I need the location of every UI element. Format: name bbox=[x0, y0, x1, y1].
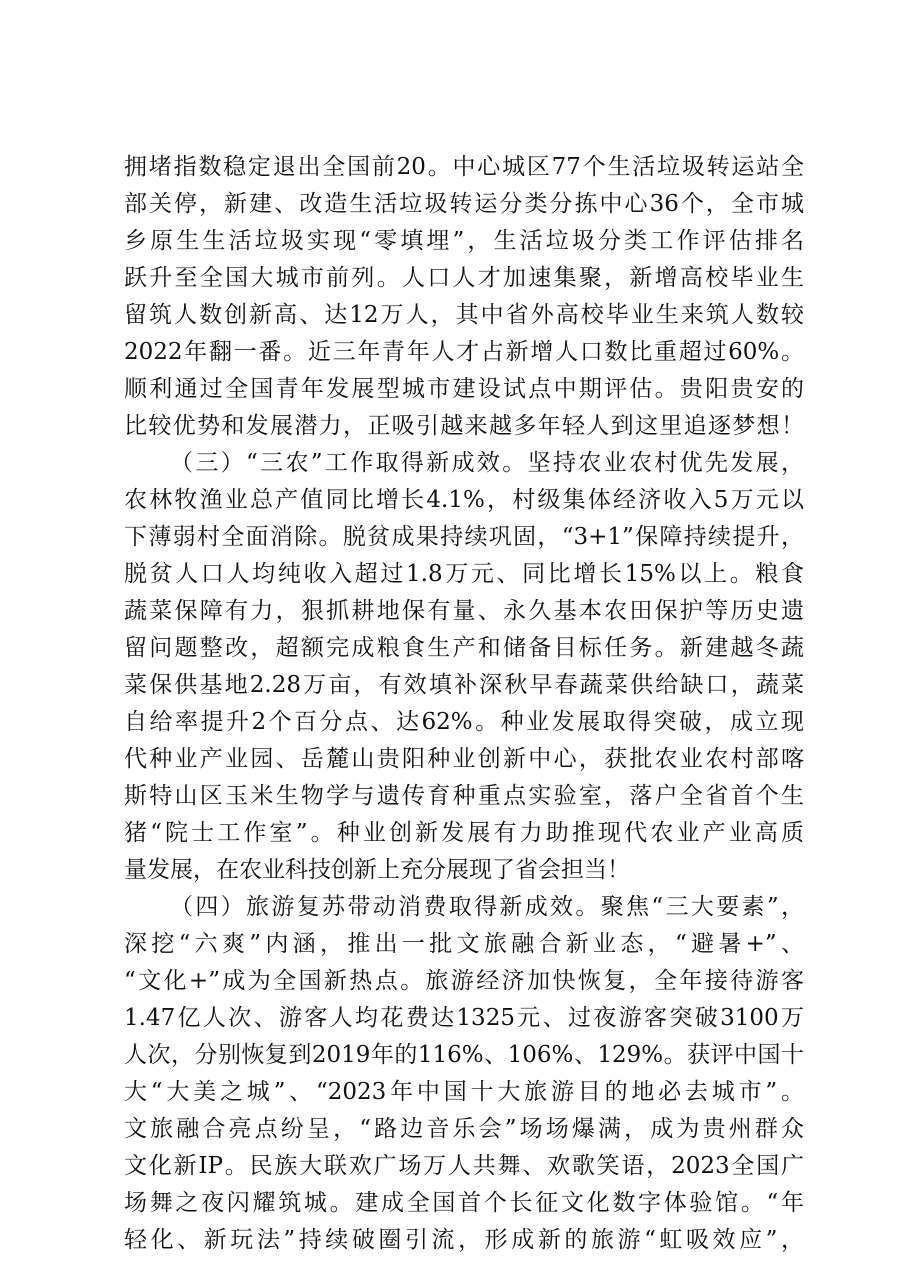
text-line: 斯特山区玉米生物学与遗传育种重点实验室，落户全省首个生 bbox=[124, 783, 804, 809]
text-line: 部关停，新建、改造生活垃圾转运分类分拣中心36个，全市城 bbox=[124, 191, 804, 217]
text-line: 跃升至全国大城市前列。人口人才加速集聚，新增高校毕业生 bbox=[124, 265, 804, 291]
text-line: 留问题整改，超额完成粮食生产和储备目标任务。新建越冬蔬 bbox=[124, 635, 804, 661]
text-line: 拥堵指数稳定退出全国前20。中心城区77个生活垃圾转运站全 bbox=[124, 154, 804, 180]
text-line: 下薄弱村全面消除。脱贫成果持续巩固，“3+1”保障持续提升， bbox=[124, 524, 804, 550]
text-line: 1.47亿人次、游客人均花费达1325元、过夜游客突破3100万 bbox=[124, 1005, 804, 1031]
text-line: 2022年翻一番。近三年青年人才占新增人口数比重超过60%。 bbox=[124, 339, 804, 365]
text-line: 大“大美之城”、“2023年中国十大旅游目的地必去城市”。 bbox=[124, 1079, 804, 1105]
section-heading-line: （四）旅游复苏带动消费取得新成效。聚焦“三大要素”， bbox=[170, 894, 804, 920]
text-line: 自给率提升2个百分点、达62%。种业发展取得突破，成立现 bbox=[124, 709, 804, 735]
text-line: 文化新IP。民族大联欢广场万人共舞、欢歌笑语，2023全国广 bbox=[124, 1153, 804, 1179]
text-line: 蔬菜保障有力，狠抓耕地保有量、永久基本农田保护等历史遗 bbox=[124, 598, 804, 624]
text-line: 菜保供基地2.28万亩，有效填补深秋早春蔬菜供给缺口，蔬菜 bbox=[124, 672, 804, 698]
text-line: 量发展，在农业科技创新上充分展现了省会担当！ bbox=[124, 857, 630, 883]
text-line: 深挖“六爽”内涵，推出一批文旅融合新业态，“避暑+”、 bbox=[124, 931, 804, 957]
text-line: 留筑人数创新高、达12万人，其中省外高校毕业生来筑人数较 bbox=[124, 302, 804, 328]
text-line: 轻化、新玩法”持续破圈引流，形成新的旅游“虹吸效应”， bbox=[124, 1227, 804, 1253]
text-line: 乡原生生活垃圾实现“零填埋”，生活垃圾分类工作评估排名 bbox=[124, 228, 804, 254]
text-line: 文旅融合亮点纷呈，“路边音乐会”场场爆满，成为贵州群众 bbox=[124, 1116, 804, 1142]
text-line: 农林牧渔业总产值同比增长4.1%，村级集体经济收入5万元以 bbox=[124, 487, 804, 513]
text-line: 顺利通过全国青年发展型城市建设试点中期评估。贵阳贵安的 bbox=[124, 376, 804, 402]
text-line: “文化+”成为全国新热点。旅游经济加快恢复，全年接待游客 bbox=[124, 968, 804, 994]
section-heading-line: （三）“三农”工作取得新成效。坚持农业农村优先发展， bbox=[170, 450, 804, 476]
text-line: 场舞之夜闪耀筑城。建成全国首个长征文化数字体验馆。“年 bbox=[124, 1190, 804, 1216]
text-line: 人次，分别恢复到2019年的116%、106%、129%。获评中国十 bbox=[124, 1042, 804, 1068]
text-line: 猪“院士工作室”。种业创新发展有力助推现代农业产业高质 bbox=[124, 820, 804, 846]
text-line: 脱贫人口人均纯收入超过1.8万元、同比增长15%以上。粮食 bbox=[124, 561, 804, 587]
text-line: 代种业产业园、岳麓山贵阳种业创新中心，获批农业农村部喀 bbox=[124, 746, 804, 772]
text-line: 比较优势和发展潜力，正吸引越来越多年轻人到这里追逐梦想！ bbox=[124, 413, 804, 439]
